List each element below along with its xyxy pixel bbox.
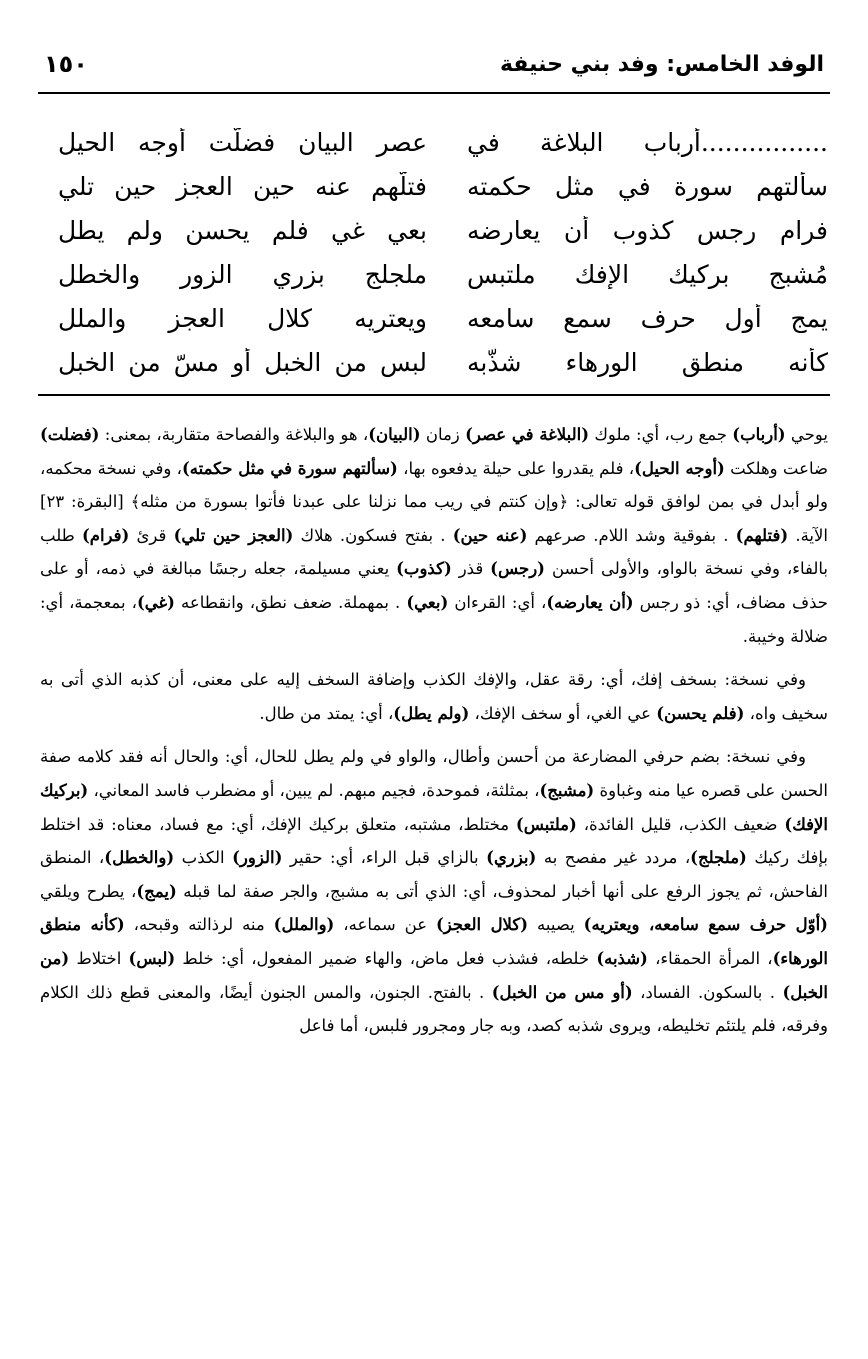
verse-line	[58, 208, 828, 252]
poem	[58, 120, 828, 384]
verse-line	[58, 340, 828, 384]
verse-second-hemistich: ملجلج بزري الزور والخطل	[58, 259, 427, 289]
commentary-paragraph: وفي نسخة: بسخف إفك، أي: رقة عقل، والإفك الكذب وإضافة السخف إليه على معنى، أن كذبه الذي أتى به سخيف واه، (فلم يحسن) عي الغي، أو سخف الإفك، (ولم يطل)، أي: يمتد من طال.	[40, 670, 828, 723]
commentary-paragraph: يوحي (أرباب) جمع رب، أي: ملوك (البلاغة في عصر) زمان (البيان)، هو والبلاغة والفصاحة متقاربة، بمعنى: (فضلت) ضاعت وهلكت (أوجه الحيل)، فلم يقدروا على حيلة يدفعوه بها، (سألتهم سورة في مثل حكمته)، وفي نسخة محكمه، ولو أبدل في بمن لوافق قوله تعالى: ﴿وإن كنتم في ريب مما نزلنا على عبدنا فأتوا بسورة من مثله﴾ [البقرة: ٢٣] الآية. (فتلهم) . بفوقية وشد اللام. صرعهم (عنه حين) . بفتح فسكون. هلاك (العجز حين تلي) قرئ (فرام) طلب بالفاء، وفي نسخة بالواو، والأولى أحسن (رجس) قذر (كذوب) يعني مسيلمة، جعله رجسًا مبالغة في ذمه، أو على حذف مضاف، أي: ذو رجس (أن يعارضه)، أي: القرءان (بعي) . بمهملة. ضعف نطق، وانقطاعه (غي)، بمعجمة، أي: ضلالة وخيبة.	[40, 425, 828, 646]
verse-first-hemistich: يمج أول حرف سمع سامعه	[467, 303, 828, 333]
verse-second-hemistich: عصر البيان فضلَّت أوجه الحيل	[58, 127, 427, 157]
commentary	[40, 418, 828, 1338]
verse-line	[58, 164, 828, 208]
verse-line	[58, 296, 828, 340]
commentary-paragraph: وفي نسخة: بضم حرفي المضارعة من أحسن وأطال، والواو في ولم يطل للحال، أي: والحال أنه فقد كلامه صفة الحسن على قصره عيا منه وغباوة (مشبج)، بمثلثة، فموحدة، فجيم مبهم. لم يبين، أو مضطرب فاسد المعاني، (بركيك الإفك) ضعيف الكذب، قليل الفائدة، (ملتبس) مختلط، مشتبه، متعلق بركيك الإفك، أي: مع فساد، معناه: قد اختلط بإفك ركيك (ملجلج)، مردد غير مفصح به (بزري) بالزاي قبل الراء، أي: حقير (الزور) الكذب (والخطل)، المنطق الفاحش، ثم يجوز الرفع على أنها أخبار لمحذوف، أي: الذي أتى به مشبج، والجر صفة لما قبله (يمج)، يطرح ويلقي (أوّل حرف سمع سامعه، ويعتريه) يصيبه (كلال العجز) عن سماعه، (والملل) منه لرذالته وقبحه، (كأنه منطق الورهاء)، المرأة الحمقاء، (شذبه) خلطه، فشذب فعل ماض، والهاء ضمير المفعول، أي: خلط (لبس) اختلاط (من الخبل) . بالسكون. الفساد، (أو مس من الخبل) . بالفتح. الجنون، والمس الجنون أيضًا، والمعنى قطع ذلك الكلام وفرقه، فلم يلتئم تخليطه، ويروى شذبه كصد، وبه جار ومجرور فلبس، أما فاعل	[40, 747, 828, 1036]
running-title: الوفد الخامس: وفد بني حنيفة	[499, 52, 824, 77]
page-number: ١٥٠	[44, 50, 88, 78]
poem-divider	[38, 394, 830, 396]
verse-first-hemistich: ................أرباب البلاغة في	[467, 127, 828, 157]
verse-first-hemistich: مُشبج بركيك الإفك ملتبس	[467, 259, 828, 289]
verse-line	[58, 120, 828, 164]
verse-second-hemistich: فتلَّهم عنه حين العجز حين تلي	[58, 171, 427, 201]
verse-first-hemistich: سألتهم سورة في مثل حكمته	[467, 171, 828, 201]
verse-second-hemistich: لبس من الخبل أو مسّ من الخبل	[58, 347, 427, 377]
verse-first-hemistich: كأنه منطق الورهاء شذَّبه	[467, 347, 828, 377]
verse-line	[58, 252, 828, 296]
verse-first-hemistich: فرام رجس كذوب أن يعارضه	[467, 215, 828, 245]
verse-second-hemistich: ويعتريه كلال العجز والملل	[58, 303, 427, 333]
verse-second-hemistich: بعي غي فلم يحسن ولم يطل	[58, 215, 427, 245]
page-header	[38, 48, 830, 94]
